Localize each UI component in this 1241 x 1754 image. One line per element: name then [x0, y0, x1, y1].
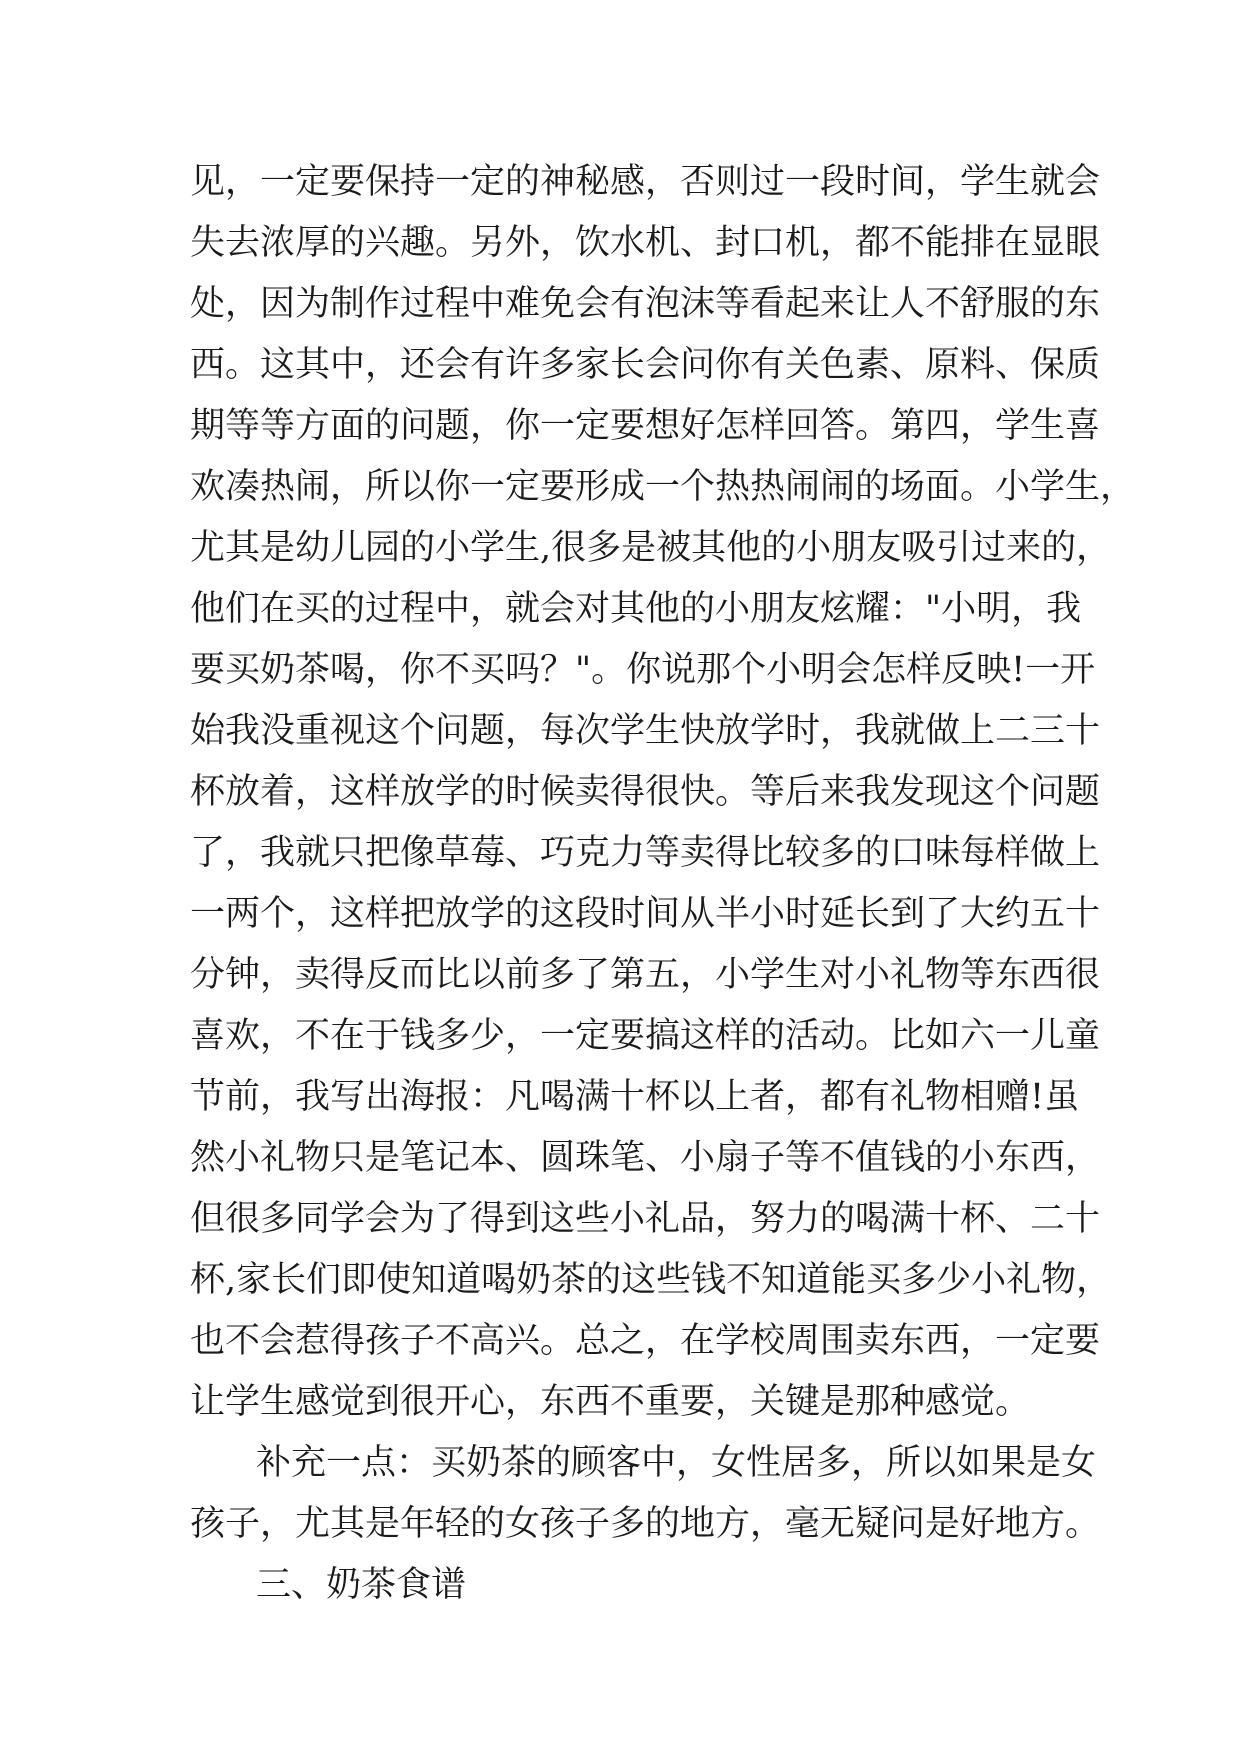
text-line: 了，我就只把像草莓、巧克力等卖得比较多的口味每样做上: [190, 833, 1101, 873]
text-line: 他们在买的过程中，就会对其他的小朋友炫耀："小明，我: [190, 589, 1082, 629]
text-line: 失去浓厚的兴趣。另外，饮水机、封口机，都不能排在显眼: [190, 223, 1101, 263]
text-line: 但很多同学会为了得到这些小礼品，努力的喝满十杯、二十: [190, 1199, 1101, 1239]
text-line: 始我没重视这个问题，每次学生快放学时，我就做上二三十: [190, 711, 1101, 751]
paragraph-continued: [190, 152, 1136, 1433]
text-line: 杯,家长们即使知道喝奶茶的这些钱不知道能买多少小礼物，: [190, 1260, 1112, 1300]
text-line: 一两个，这样把放学的这段时间从半小时延长到了大约五十: [190, 894, 1101, 934]
text-line: 然小礼物只是笔记本、圆珠笔、小扇子等不值钱的小东西，: [190, 1138, 1101, 1178]
text-line: 也不会惹得孩子不高兴。总之，在学校周围卖东西，一定要: [190, 1321, 1101, 1361]
text-line: 让学生感觉到很开心，东西不重要，关键是那种感觉。: [190, 1382, 1031, 1422]
text-line: 杯放着，这样放学的时候卖得很快。等后来我发现这个问题: [190, 772, 1101, 812]
text-line: 分钟，卖得反而比以前多了第五，小学生对小礼物等东西很: [190, 955, 1101, 995]
text-line: 要买奶茶喝，你不买吗？"。你说那个小明会怎样反映!一开: [190, 650, 1096, 690]
text-line: 补充一点：买奶茶的顾客中，女性居多，所以如果是女: [256, 1443, 1097, 1483]
text-line: 欢凑热闹，所以你一定要形成一个热热闹闹的场面。小学生，: [190, 467, 1136, 507]
text-line: 处，因为制作过程中难免会有泡沫等看起来让人不舒服的东: [190, 284, 1101, 324]
text-line: 见，一定要保持一定的神秘感，否则过一段时间，学生就会: [190, 162, 1101, 202]
text-line: 期等等方面的问题，你一定要想好怎样回答。第四，学生喜: [190, 406, 1101, 446]
text-line: 尤其是幼儿园的小学生,很多是被其他的小朋友吸引过来的，: [190, 528, 1112, 568]
section-heading: 三、奶茶食谱: [256, 1565, 467, 1605]
paragraph-supplement: [190, 1433, 1101, 1555]
text-line: 西。这其中，还会有许多家长会问你有关色素、原料、保质: [190, 345, 1101, 385]
body-text: [190, 152, 1136, 1616]
text-line: 喜欢，不在于钱多少，一定要搞这样的活动。比如六一儿童: [190, 1016, 1101, 1056]
text-line: 节前，我写出海报：凡喝满十杯以上者，都有礼物相赠!虽: [190, 1077, 1080, 1117]
text-line: 孩子，尤其是年轻的女孩子多的地方，毫无疑问是好地方。: [190, 1504, 1101, 1544]
